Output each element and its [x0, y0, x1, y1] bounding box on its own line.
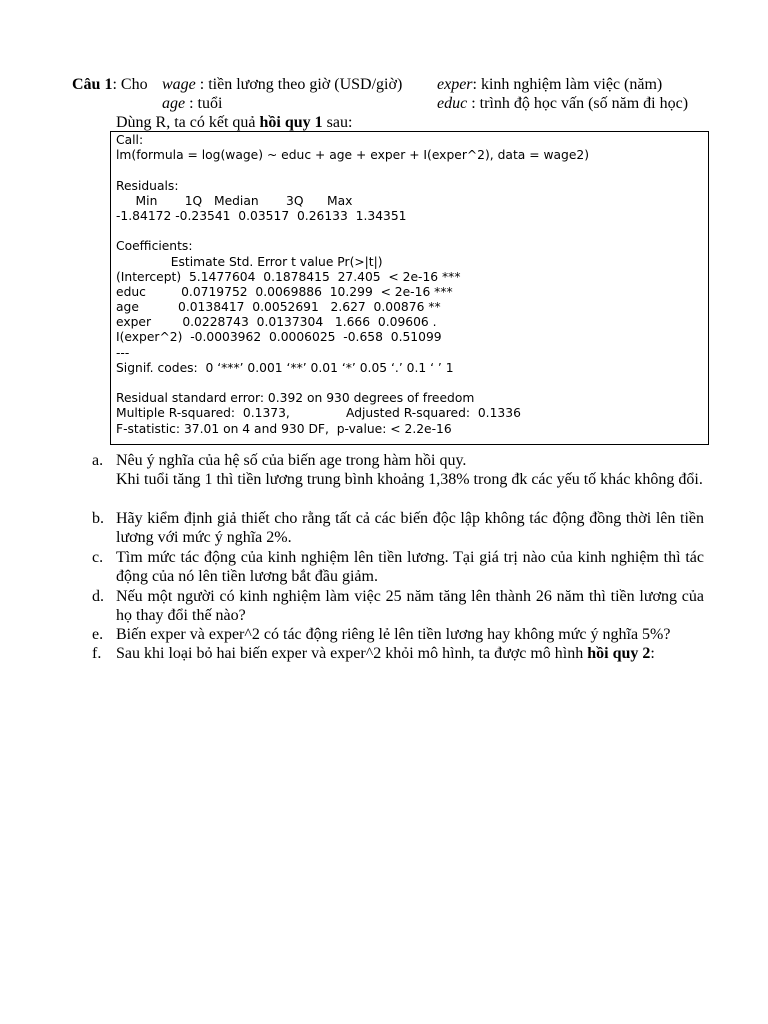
- r-output-line: (Intercept) 5.1477604 0.1878415 27.405 < 2e-16 ***: [116, 269, 461, 284]
- age-var: age: [162, 95, 186, 112]
- exper-var: exper: [437, 76, 473, 93]
- r-output-line: Call:: [116, 133, 144, 147]
- question-letter: d.: [92, 588, 104, 605]
- r-output-line: -1.84172 -0.23541 0.03517 0.26133 1.34351: [116, 208, 411, 223]
- question-text: [116, 644, 704, 663]
- exper-definition: [437, 75, 662, 94]
- answer-text: Khi tuổi tăng 1 thì tiền lương trung bình khoảng 1,38% trong đk các yếu tố khác không đổi.: [116, 471, 703, 488]
- age-desc: : tuổi: [185, 95, 223, 112]
- r-output-line: [116, 224, 589, 239]
- r-output-line: educ 0.0719752 0.0069886 10.299 < 2e-16 ***: [116, 284, 453, 299]
- r-output-line: Estimate Std. Error t value Pr(>|t|): [116, 254, 399, 269]
- educ-var: educ: [437, 95, 468, 112]
- question-text: Tìm mức tác động của kinh nghiệm lên tiền lương. Tại giá trị nào của kinh nghiệm thì tác động của nó lên tiền lương bắt đầu giảm.: [116, 549, 704, 585]
- intro-after: sau:: [322, 114, 353, 131]
- question-c: [92, 548, 704, 586]
- wage-var: wage: [162, 76, 196, 93]
- r-output-line: Coefficients:: [116, 239, 193, 254]
- question-text: Hãy kiểm định giả thiết cho rằng tất cả các biến độc lập không tác động đồng thời lên tiền lương với mức ý nghĩa 2%.: [116, 510, 704, 546]
- question-letter: b.: [92, 510, 104, 527]
- r-output-line: [116, 376, 589, 391]
- question-text: Biến exper và exper^2 có tác động riêng lẻ lên tiền lương hay không mức ý nghĩa 5%?: [116, 626, 671, 643]
- r-output-line: Multiple R-squared: 0.1373, Adjusted R-squared: 0.1336: [116, 406, 525, 421]
- intro-before: Dùng R, ta có kết quả: [116, 114, 260, 131]
- r-output-line: age 0.0138417 0.0052691 2.627 0.00876 **: [116, 300, 445, 315]
- r-output: [116, 133, 589, 437]
- question-label: Câu 1: [72, 76, 113, 93]
- question-b: [92, 509, 704, 547]
- cho-text: : Cho: [112, 76, 148, 93]
- question-e: [92, 625, 704, 644]
- r-output-line: F-statistic: 37.01 on 4 and 930 DF, p-value: < 2.2e-16: [116, 421, 452, 436]
- question-f-before: Sau khi loại bỏ hai biến exper và exper^2 khỏi mô hình, ta được mô hình: [116, 645, 588, 662]
- question-letter: e.: [92, 626, 104, 643]
- wage-desc: : tiền lương theo giờ (USD/giờ): [195, 76, 403, 93]
- r-output-line: Signif. codes: 0 ‘***’ 0.001 ‘**’ 0.01 ‘*’ 0.05 ‘.’ 0.1 ‘ ’ 1: [116, 360, 454, 375]
- question-text: Nêu ý nghĩa của hệ số của biến age trong hàm hồi quy.: [116, 452, 467, 469]
- question-letter: c.: [92, 549, 104, 566]
- question-f-after: :: [650, 645, 655, 662]
- intro-line: [116, 113, 352, 132]
- r-output-line: Residual standard error: 0.392 on 930 degrees of freedom: [116, 391, 475, 406]
- r-output-line: ---: [116, 345, 130, 360]
- age-definition: [162, 94, 222, 113]
- r-output-line: Residuals:: [116, 178, 179, 193]
- question-f-bold: hồi quy 2: [587, 645, 651, 662]
- intro-bold: hồi quy 1: [259, 114, 323, 131]
- r-output-line: [116, 163, 589, 178]
- r-output-line: I(exper^2) -0.0003962 0.0006025 -0.658 0.51099: [116, 330, 458, 345]
- r-output-line: exper 0.0228743 0.0137304 1.666 0.09606 .: [116, 315, 445, 330]
- exper-desc: : kinh nghiệm làm việc (năm): [472, 76, 663, 93]
- question-letter: f.: [92, 645, 102, 662]
- question-letter: a.: [92, 452, 104, 469]
- r-output-line: Min 1Q Median 3Q Max: [116, 193, 357, 208]
- educ-desc: : trình độ học vấn (số năm đi học): [467, 95, 689, 112]
- question-text: Nếu một người có kinh nghiệm làm việc 25 năm tăng lên thành 26 năm thì tiền lương của họ thay đổi thế nào?: [116, 588, 704, 624]
- r-output-box: [110, 131, 709, 445]
- r-output-line: lm(formula = log(wage) ~ educ + age + exper + I(exper^2), data = wage2): [116, 148, 590, 163]
- question-d: [92, 587, 704, 625]
- question-f: [92, 644, 704, 663]
- educ-definition: [437, 94, 688, 113]
- question-header: [72, 75, 148, 94]
- question-a: [92, 451, 704, 508]
- wage-definition: [162, 75, 402, 94]
